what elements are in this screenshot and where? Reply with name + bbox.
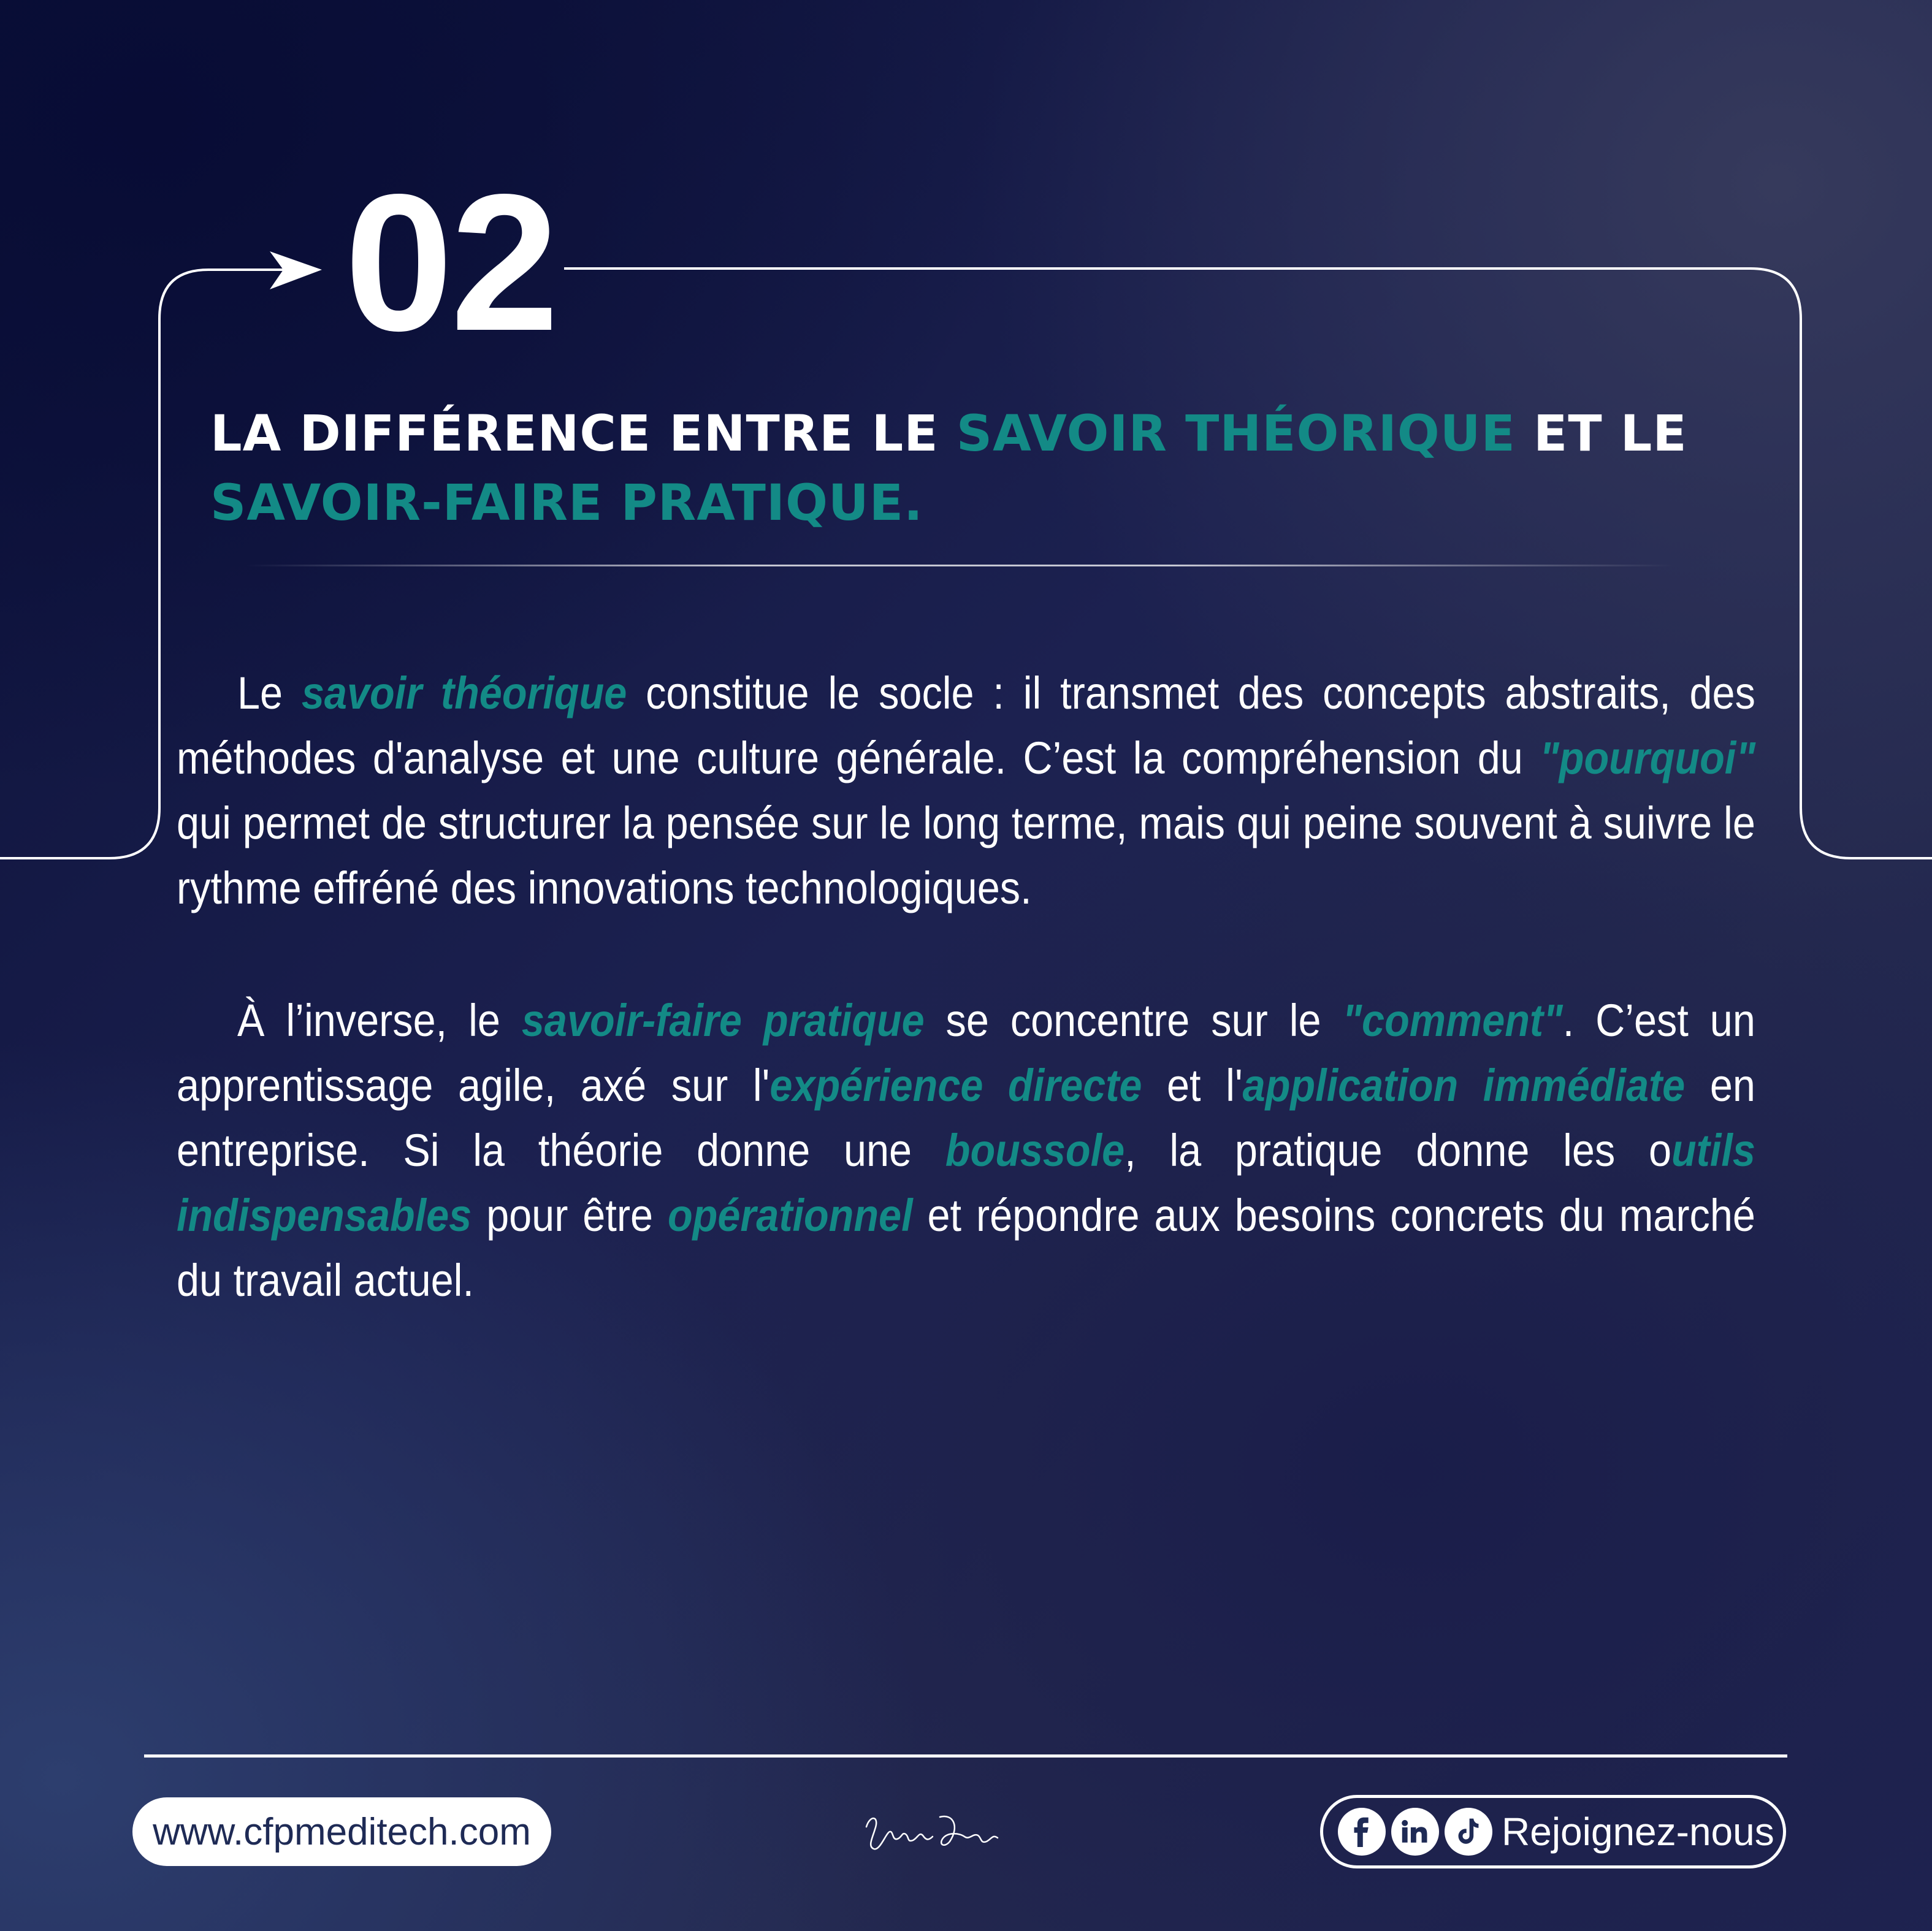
emphasis-term: savoir-faire pratique bbox=[521, 995, 925, 1046]
heading-highlight-savoir-faire: SAVOIR-FAIRE PRATIQUE. bbox=[210, 474, 923, 532]
tiktok-icon[interactable] bbox=[1445, 1808, 1492, 1856]
heading-part2: ET LE bbox=[1515, 405, 1687, 463]
emphasis-term: opérationnel bbox=[667, 1190, 913, 1241]
heading-highlight-savoir-theorique: SAVOIR THÉORIQUE bbox=[956, 405, 1516, 463]
emphasis-term: expérience directe bbox=[769, 1060, 1142, 1111]
text-run: Le bbox=[237, 668, 302, 718]
heading-part1: LA DIFFÉRENCE ENTRE LE bbox=[210, 405, 956, 463]
paragraph-savoir-faire bbox=[177, 988, 1755, 1313]
linkedin-icon[interactable] bbox=[1391, 1808, 1439, 1856]
footer-divider bbox=[144, 1754, 1787, 1758]
section-heading bbox=[210, 400, 1755, 538]
text-run: en entreprise. Si la théorie donne une bbox=[177, 1060, 1755, 1176]
paragraph-savoir-theorique bbox=[177, 661, 1755, 921]
emphasis-term: "pourquoi" bbox=[1540, 733, 1755, 783]
text-run: À l’inverse, le bbox=[237, 995, 522, 1046]
text-run: qui permet de structurer la pensée sur le long terme, mais qui peine souvent à suivre le rythme effréné des innovations technologiques. bbox=[177, 798, 1755, 913]
website-link[interactable]: www.cfpmeditech.com bbox=[132, 1797, 551, 1866]
designer-signature bbox=[861, 1808, 1002, 1857]
text-run: . C’est un apprentissage agile, axé sur l' bbox=[177, 995, 1755, 1111]
join-us-label[interactable]: Rejoignez-nous bbox=[1502, 1810, 1774, 1854]
text-run: et l' bbox=[1142, 1060, 1243, 1111]
facebook-icon[interactable] bbox=[1338, 1808, 1386, 1856]
emphasis-term: savoir théorique bbox=[301, 668, 627, 718]
emphasis-term: utils indispensables bbox=[177, 1125, 1755, 1241]
text-run: se concentre sur le bbox=[924, 995, 1343, 1046]
heading-divider bbox=[245, 565, 1674, 566]
section-number: 02 bbox=[345, 154, 557, 371]
text-run: , la pratique donne les o bbox=[1124, 1125, 1671, 1176]
text-run: et répondre aux besoins concrets du marché du travail actuel. bbox=[177, 1190, 1755, 1306]
text-run: constitue le socle : il transmet des concepts abstraits, des méthodes d'analyse et une culture générale. C’est la compréhension du bbox=[177, 668, 1755, 783]
emphasis-term: "comment" bbox=[1342, 995, 1563, 1046]
emphasis-term: application immédiate bbox=[1242, 1060, 1686, 1111]
text-run: pour être bbox=[472, 1190, 668, 1241]
social-links-pill bbox=[1320, 1795, 1786, 1868]
emphasis-term: boussole bbox=[945, 1125, 1125, 1176]
